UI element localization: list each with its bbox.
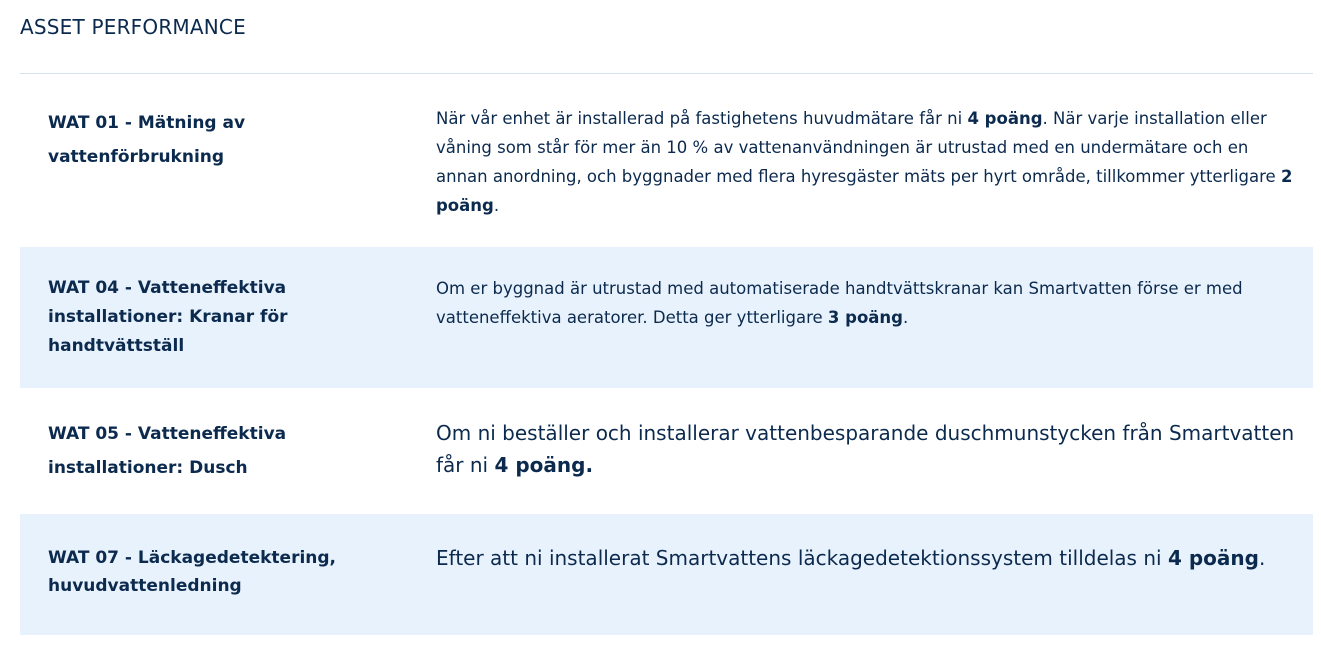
page-title: ASSET PERFORMANCE [20,15,246,39]
criterion-label: WAT 01 - Mätning av vattenförbrukning [48,113,246,167]
description-text: När vår enhet är installerad på fastighetens huvudmätare får ni [436,109,968,128]
table-row [20,74,1313,247]
criterion-label: WAT 05 - Vatteneffektiva installationer: Dusch [48,424,287,478]
points-highlight: 2 poäng [436,167,1293,215]
description-text: . [493,196,500,215]
criterion-label: WAT 07 - Läckagedetektering, huvudvattenledning [48,548,337,596]
criterion-description [436,542,1296,574]
points-highlight: 3 poäng [827,308,903,327]
description-text: Om er byggnad är utrustad med automatiserade handtvättskranar kan Smartvatten förse er med vatteneffektiva aeratorer. Detta ger ytterligare [436,279,1243,327]
table-row [20,247,1313,388]
description-text: Efter att ni installerat Smartvattens läckagedetektionssystem tilldelas ni [436,546,1168,570]
points-highlight: 4 poäng [967,109,1043,128]
points-highlight: 4 poäng [1167,546,1259,570]
description-text: Om ni beställer och installerar vattenbesparande duschmunstycken från Smartvatten får ni [436,421,1295,477]
criterion-label: WAT 04 - Vatteneffektiva installationer: Kranar för handtvättställ [48,278,288,356]
description-text: . [1258,546,1266,570]
description-text: . När varje installation eller våning som står för mer än 10 % av vattenanvändningen är utrustad med en undermätare och en annan anordning, och byggnader med flera hyresgäster mäts per hyrt område, tillkommer ytterligare [436,109,1281,186]
table-row [20,514,1313,635]
table-row [20,388,1313,514]
points-highlight: 4 poäng. [494,453,594,477]
description-text: . [902,308,909,327]
criterion-description [436,417,1296,481]
criterion-description [436,104,1296,220]
criterion-description [436,274,1296,332]
